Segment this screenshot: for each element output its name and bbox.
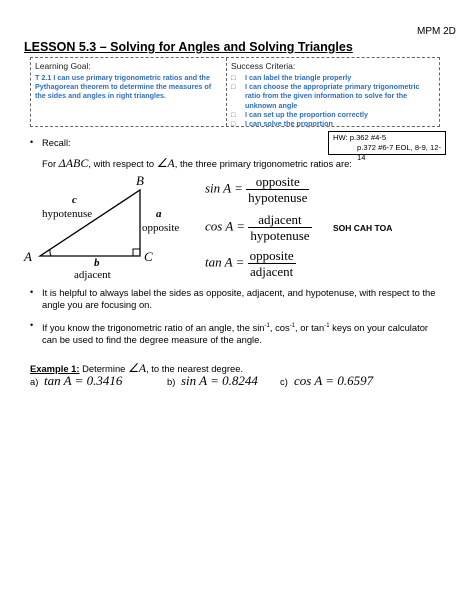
tip-text: keys on your calculator can be used to find the degree measure of the angle. <box>42 322 429 346</box>
recall-label: Recall: <box>42 137 71 148</box>
homework-box <box>328 131 446 162</box>
formula-lhs: tan A = <box>205 254 245 270</box>
superscript: -1 <box>324 323 330 329</box>
criterion-item <box>231 119 435 128</box>
vertex-a-label: A <box>24 249 32 264</box>
checkbox-icon: □ <box>231 119 236 129</box>
bullet-labeling-tip: It is helpful to always label the sides as opposite, adjacent, and hypotenuse, with respect to the angle you are focusing on. <box>42 287 436 310</box>
recall-for-word: For <box>42 158 57 169</box>
fraction <box>246 174 309 205</box>
bullet-icon: • <box>30 287 34 297</box>
example-label: Example 1: <box>30 363 80 374</box>
checkbox-icon: □ <box>231 109 236 119</box>
part-b-expression: sin A = 0.8244 <box>181 373 258 388</box>
lesson-title: LESSON 5.3 – Solving for Angles and Solving Triangles <box>24 40 353 54</box>
example-instruction-end: , to the nearest degree. <box>146 363 244 374</box>
homework-line-2: p.372 #6-7 EOL, 8-9, 12-14 <box>357 143 442 162</box>
denominator: hypotenuse <box>248 190 308 205</box>
superscript: -1 <box>264 323 270 329</box>
criterion-text: I can label the triangle properly <box>245 73 352 82</box>
fraction <box>248 248 296 279</box>
right-angle-marker <box>133 249 140 256</box>
part-a-letter: a) <box>30 376 39 387</box>
formula-lhs: cos A = <box>205 218 246 234</box>
denominator: adjacent <box>249 264 294 279</box>
criterion-text: I can set up the proportion correctly <box>245 109 369 119</box>
vertex-b-label: B <box>136 173 144 188</box>
bullet-icon: • <box>30 320 34 330</box>
part-c-expression: cos A = 0.6597 <box>294 373 374 388</box>
recall-respect-text: , with respect to <box>88 158 155 169</box>
adjacent-label: adjacent <box>74 269 111 281</box>
hypotenuse-label: hypotenuse <box>42 208 93 220</box>
angle-symbol: ∠A <box>156 156 175 170</box>
right-triangle <box>40 190 140 256</box>
cosine-formula <box>205 212 312 243</box>
side-c-label: c <box>72 194 77 206</box>
numerator: adjacent <box>248 212 311 228</box>
numerator: opposite <box>249 248 294 263</box>
sine-formula <box>205 174 309 205</box>
recall-sentence <box>42 157 352 170</box>
tip-text: If you know the trigonometric ratio of an angle, the sin <box>42 322 265 334</box>
checkbox-icon: □ <box>231 82 236 92</box>
learning-goal-heading: Learning Goal: <box>35 61 91 71</box>
success-criteria-panel <box>227 58 439 129</box>
tip-text: , cos <box>269 322 290 334</box>
bullet-calculator-tip <box>42 320 444 346</box>
criterion-item <box>231 73 435 82</box>
triangle-diagram <box>20 172 180 284</box>
vertex-c-label: C <box>144 249 153 264</box>
success-criteria-heading: Success Criteria: <box>231 61 296 71</box>
angle-arc <box>50 250 51 256</box>
triangle-symbol: ΔABC <box>58 156 89 170</box>
side-a-label: a <box>156 208 162 220</box>
criterion-text: I can choose the appropriate primary trigonometric ratio from the given information to solve for the unknown angle <box>245 82 420 110</box>
opposite-label: opposite <box>142 222 180 234</box>
denominator: hypotenuse <box>250 228 310 243</box>
part-a-expression: tan A = 0.3416 <box>44 373 123 388</box>
tip-text: , or tan <box>295 322 325 334</box>
example-instruction: Determine <box>82 363 126 374</box>
course-code: MPM 2D <box>417 26 456 37</box>
criterion-item <box>231 110 435 119</box>
angle-symbol: ∠A <box>127 361 147 375</box>
learning-goal-panel <box>31 58 227 126</box>
side-b-label: b <box>94 257 100 269</box>
criterion-text: I can solve the proportion <box>245 119 333 129</box>
numerator: opposite <box>246 174 309 190</box>
part-b-letter: b) <box>167 376 176 387</box>
homework-line-1: HW: p.362 #4-5 <box>333 133 387 142</box>
mnemonic: SOH CAH TOA <box>333 223 393 233</box>
bullet-icon: • <box>30 137 34 147</box>
recall-rest-text: , the three primary trigonometric ratios are: <box>174 158 352 169</box>
fraction <box>248 212 311 243</box>
criterion-item <box>231 82 435 110</box>
checkbox-icon: □ <box>231 73 236 82</box>
superscript: -1 <box>289 323 296 329</box>
learning-goal-text: T 2.1 I can use primary trigonometric ratios and the Pythagorean theorem to determine the measures of the sides and angles in right triangles. <box>35 73 212 101</box>
tangent-formula <box>205 248 296 279</box>
goals-box <box>30 57 440 127</box>
formula-lhs: sin A = <box>205 180 243 196</box>
part-c-letter: c) <box>280 376 288 387</box>
